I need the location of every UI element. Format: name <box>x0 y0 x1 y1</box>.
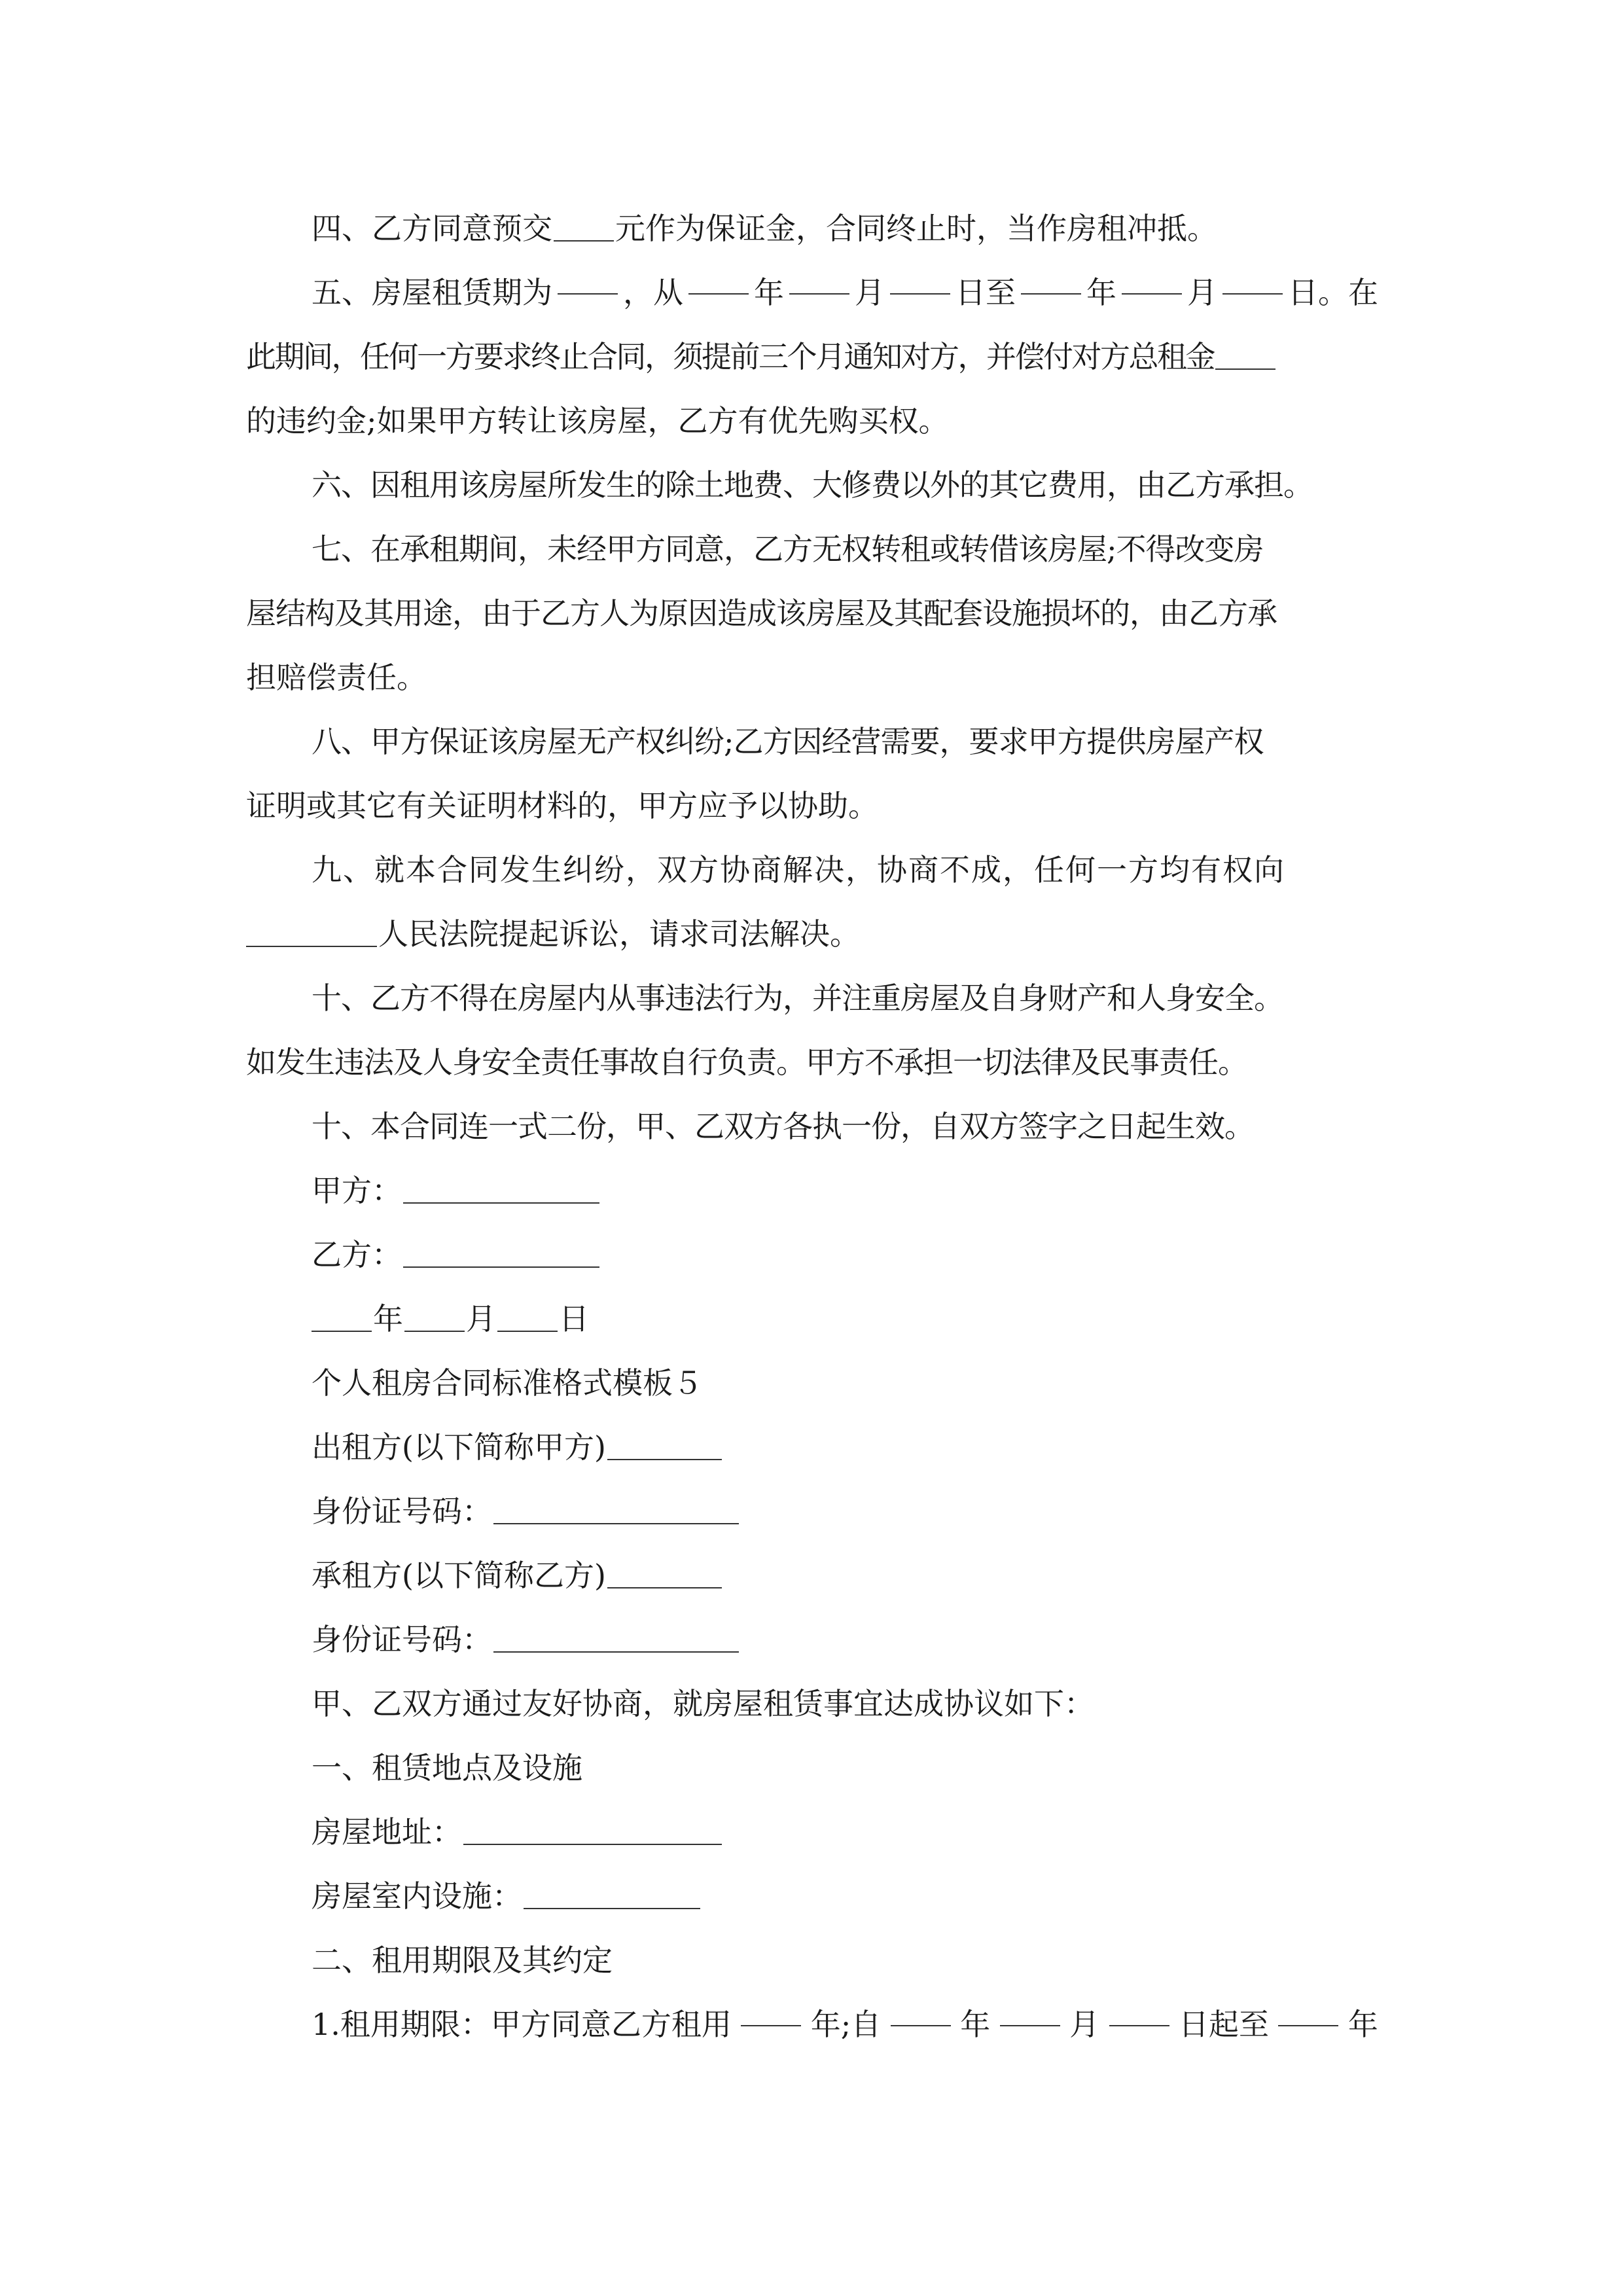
sign-day-label: 日 <box>559 1301 589 1336</box>
court-blank <box>246 916 377 947</box>
end-day-blank <box>1222 263 1283 295</box>
clause-7-line-1 <box>246 517 1378 581</box>
agreement-intro <box>246 1672 1378 1736</box>
start-month-label: 月 <box>855 275 885 310</box>
clause-5-line-3-text: 的违约金;如果甲方转让该房屋，乙方有优先购买权。 <box>246 403 949 439</box>
clause-5-line-1 <box>246 260 1378 325</box>
party-a-label: 甲方： <box>312 1173 402 1208</box>
lessor-id-blank <box>493 1493 739 1524</box>
clause-6 <box>246 453 1378 517</box>
lessor-id-label: 身份证号码： <box>312 1494 492 1529</box>
lessee-id-line <box>246 1607 1378 1672</box>
start-year-blank <box>688 263 749 295</box>
clause-5-from: ，从 <box>623 275 683 310</box>
clause-8-line-1-text: 八、甲方保证该房屋无产权纠纷;乙方因经营需要，要求甲方提供房屋产权 <box>312 724 1264 759</box>
agreement-intro-text: 甲、乙双方通过友好协商，就房屋租赁事宜达成协议如下： <box>312 1686 1094 1721</box>
template-title <box>246 1351 1378 1415</box>
section-1-text: 一、租赁地点及设施 <box>312 1750 582 1785</box>
term-start-day-blank <box>1109 1995 1169 2026</box>
start-month-blank <box>789 263 849 295</box>
sign-year-blank <box>312 1300 372 1332</box>
lessee-line <box>246 1543 1378 1607</box>
clause-7-line-2-text: 屋结构及其用途，由于乙方人为原因造成该房屋及其配套设施损坏的，由乙方承 <box>246 596 1277 631</box>
template-title-text: 个人租房合同标准格式模板５ <box>312 1365 703 1401</box>
clause-9-line-1 <box>246 838 1378 902</box>
lessor-blank <box>607 1429 722 1460</box>
end-year-label: 年 <box>1086 275 1116 310</box>
clause-9-line-2-text: 人民法院提起诉讼，请求司法解决。 <box>378 916 860 952</box>
signing-date <box>246 1287 1378 1351</box>
clause-5-line-2 <box>246 325 1378 389</box>
lessee-id-label: 身份证号码： <box>312 1622 492 1657</box>
address-blank <box>463 1814 722 1845</box>
deposit-blank <box>554 210 614 242</box>
sign-day-blank <box>497 1300 558 1332</box>
clause-11 <box>246 1094 1378 1158</box>
clause-10-line-2 <box>246 1030 1378 1094</box>
party-a-blank <box>403 1172 599 1204</box>
clause-9-line-1-text: 九、就本合同发生纠纷，双方协商解决，协商不成，任何一方均有权向 <box>312 852 1285 888</box>
facilities-label: 房屋室内设施： <box>312 1878 522 1914</box>
term-start-year-blank <box>891 1995 951 2026</box>
term-start-month-label: 月 <box>1069 2007 1100 2042</box>
lessee-id-blank <box>493 1621 739 1653</box>
term-start-day-label: 日起至 <box>1179 2007 1270 2042</box>
start-day-blank <box>890 263 950 295</box>
lessor-id-line <box>246 1479 1378 1543</box>
clause-4 <box>246 196 1378 260</box>
sign-month-blank <box>404 1300 465 1332</box>
sign-year-label: 年 <box>373 1301 403 1336</box>
document-body <box>246 196 1378 2056</box>
term-years-blank <box>741 1995 801 2026</box>
clause-5-line-3 <box>246 389 1378 453</box>
lessor-line <box>246 1415 1378 1479</box>
clause-7-line-1-text: 七、在承租期间，未经甲方同意，乙方无权转租或转借该房屋;不得改变房 <box>312 531 1264 567</box>
clause-7-line-3 <box>246 645 1378 709</box>
term-end-year-blank <box>1278 1995 1338 2026</box>
address-line <box>246 1800 1378 1864</box>
sign-month-label: 月 <box>466 1301 496 1336</box>
term-start-year-label: 年 <box>960 2007 991 2042</box>
clause-5-line-2-text: 此期间，任何一方要求终止合同，须提前三个月通知对方，并偿付对方总租金 <box>246 339 1214 374</box>
start-day-label: 日至 <box>955 275 1016 310</box>
clause-9-line-2 <box>246 902 1378 966</box>
clause-5-label: 五、房屋租赁期为 <box>312 275 552 310</box>
facilities-blank <box>524 1878 700 1909</box>
section-2-heading <box>246 1928 1378 1992</box>
start-year-label: 年 <box>754 275 784 310</box>
address-label: 房屋地址： <box>312 1814 462 1850</box>
penalty-blank <box>1215 338 1275 370</box>
clause-10-line-1 <box>246 966 1378 1030</box>
term-label: 1.租用期限：甲方同意乙方租用 <box>312 2007 732 2042</box>
lessee-label: 承租方(以下简称乙方) <box>312 1558 606 1593</box>
party-b-signature <box>246 1223 1378 1287</box>
party-a-signature <box>246 1158 1378 1223</box>
clause-10-line-1-text: 十、乙方不得在房屋内从事违法行为，并注重房屋及自身财产和人身安全。 <box>312 980 1283 1016</box>
clause-6-text: 六、因租用该房屋所发生的除土地费、大修费以外的其它费用，由乙方承担。 <box>312 467 1313 503</box>
lease-period-blank <box>558 263 618 295</box>
clause-4-text: 四、乙方同意预交 <box>312 211 552 246</box>
party-b-label: 乙方： <box>312 1237 402 1272</box>
end-year-blank <box>1021 263 1081 295</box>
clause-8-line-1 <box>246 709 1378 774</box>
party-b-blank <box>403 1236 599 1268</box>
clause-7-line-3-text: 担赔偿责任。 <box>246 660 427 695</box>
term-end-year-label: 年 <box>1347 2007 1378 2042</box>
clause-8-line-2 <box>246 774 1378 838</box>
end-day-label: 日。在 <box>1288 275 1378 310</box>
section-2-text: 二、租用期限及其约定 <box>312 1943 613 1978</box>
facilities-line <box>246 1864 1378 1928</box>
lessor-label: 出租方(以下简称甲方) <box>312 1429 606 1465</box>
clause-10-line-2-text: 如发生违法及人身安全责任事故自行负责。甲方不承担一切法律及民事责任。 <box>246 1045 1247 1080</box>
end-month-label: 月 <box>1187 275 1217 310</box>
section-1-heading <box>246 1736 1378 1800</box>
clause-8-line-2-text: 证明或其它有关证明材料的，甲方应予以协助。 <box>246 788 878 823</box>
lessee-blank <box>607 1557 722 1588</box>
clause-7-line-2 <box>246 581 1378 645</box>
term-start-month-blank <box>1000 1995 1060 2026</box>
end-month-blank <box>1122 263 1182 295</box>
clause-11-text: 十、本合同连一式二份，甲、乙双方各执一份，自双方签字之日起生效。 <box>312 1109 1254 1144</box>
term-years-label: 年;自 <box>810 2007 882 2042</box>
clause-4-text-b: 元作为保证金，合同终止时，当作房租冲抵。 <box>615 211 1217 246</box>
term-line <box>246 1992 1378 2056</box>
